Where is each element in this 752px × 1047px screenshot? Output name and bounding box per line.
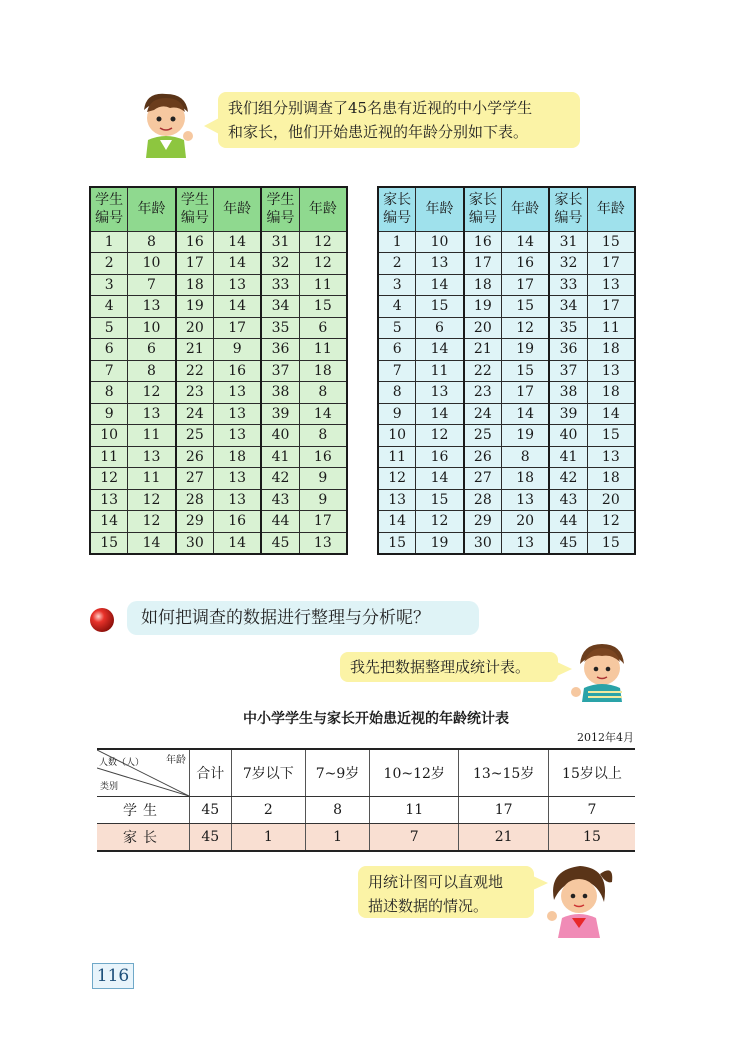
student-cell-id: 34: [261, 296, 299, 318]
student-cell-id: 8: [90, 382, 128, 404]
student-cell-id: 5: [90, 317, 128, 339]
student-table-row: [90, 511, 347, 533]
student-cell-id: 45: [261, 532, 299, 554]
intro-line-2: 和家长，他们开始患近视的年龄分别如下表。: [228, 123, 529, 141]
parent-cell-age: 15: [502, 296, 550, 318]
parent-header-id: 家长 编号: [549, 187, 587, 231]
parent-cell-id: 24: [464, 403, 502, 425]
student-cell-id: 1: [90, 231, 128, 253]
parent-cell-id: 40: [549, 425, 587, 447]
student-cell-age: 13: [214, 468, 262, 490]
stats-value-cell: 8: [306, 797, 370, 824]
parent-cell-age: 15: [502, 360, 550, 382]
parent-cell-id: 32: [549, 253, 587, 275]
stats-header-row: [97, 749, 635, 797]
parent-cell-id: 21: [464, 339, 502, 361]
stats-date: 2012年4月: [577, 731, 634, 744]
student-cell-age: 16: [214, 511, 262, 533]
student-cell-age: 9: [299, 489, 347, 511]
student-table-row: [90, 360, 347, 382]
parent-cell-id: 12: [378, 468, 416, 490]
student-table-row: [90, 253, 347, 275]
stats-column-header: 13~15岁: [459, 749, 548, 797]
parent-cell-id: 8: [378, 382, 416, 404]
parent-header-age: 年龄: [502, 187, 550, 231]
corner-header-cell: [97, 749, 190, 797]
parent-cell-age: 14: [416, 274, 464, 296]
student-cell-age: 6: [128, 339, 176, 361]
parent-cell-id: 38: [549, 382, 587, 404]
parent-cell-age: 13: [502, 532, 550, 554]
student-cell-age: 16: [299, 446, 347, 468]
stats-value-cell: 45: [190, 824, 232, 852]
student-table-header-row: [90, 187, 347, 231]
parent-cell-id: 11: [378, 446, 416, 468]
parent-cell-age: 13: [587, 360, 635, 382]
stats-row-label: 家长: [97, 824, 190, 852]
parent-cell-age: 15: [416, 489, 464, 511]
student-cell-age: 8: [299, 425, 347, 447]
parent-table-row: [378, 339, 635, 361]
student-cell-id: 23: [176, 382, 214, 404]
parent-cell-id: 34: [549, 296, 587, 318]
parent-cell-id: 30: [464, 532, 502, 554]
student-cell-age: 14: [214, 231, 262, 253]
parent-cell-age: 15: [416, 296, 464, 318]
student-cell-id: 42: [261, 468, 299, 490]
parent-cell-id: 27: [464, 468, 502, 490]
student-header-id: 学生 编号: [261, 187, 299, 231]
parent-cell-age: 18: [502, 468, 550, 490]
parent-cell-id: 1: [378, 231, 416, 253]
student-cell-age: 16: [214, 360, 262, 382]
parent-cell-id: 43: [549, 489, 587, 511]
parent-cell-id: 18: [464, 274, 502, 296]
parent-cell-id: 23: [464, 382, 502, 404]
student-cell-age: 13: [299, 532, 347, 554]
parent-header-id: 家长 编号: [378, 187, 416, 231]
student-cell-id: 33: [261, 274, 299, 296]
student-cell-age: 14: [128, 532, 176, 554]
parent-header-age: 年龄: [416, 187, 464, 231]
parent-cell-age: 18: [587, 382, 635, 404]
student-cell-id: 16: [176, 231, 214, 253]
parent-cell-age: 10: [416, 231, 464, 253]
parent-cell-age: 12: [416, 511, 464, 533]
stats-column-header: 15岁以上: [548, 749, 635, 797]
student-table-row: [90, 274, 347, 296]
student-cell-age: 7: [128, 274, 176, 296]
student-table-row: [90, 296, 347, 318]
student-cell-age: 18: [214, 446, 262, 468]
student-cell-age: 9: [299, 468, 347, 490]
parent-cell-age: 17: [587, 253, 635, 275]
student-cell-age: 11: [299, 339, 347, 361]
student-cell-age: 9: [214, 339, 262, 361]
student-cell-id: 14: [90, 511, 128, 533]
student-cell-id: 10: [90, 425, 128, 447]
student-cell-id: 4: [90, 296, 128, 318]
parent-table-row: [378, 511, 635, 533]
student-cell-id: 7: [90, 360, 128, 382]
parent-cell-age: 8: [502, 446, 550, 468]
parent-cell-age: 20: [502, 511, 550, 533]
parent-cell-id: 5: [378, 317, 416, 339]
parent-cell-age: 13: [416, 253, 464, 275]
parent-cell-id: 37: [549, 360, 587, 382]
student-cell-age: 13: [214, 425, 262, 447]
stats-value-cell: 17: [459, 797, 548, 824]
stats-value-cell: 7: [548, 797, 635, 824]
parent-cell-id: 16: [464, 231, 502, 253]
intro-speech-bubble: [218, 92, 580, 148]
student-cell-age: 10: [128, 253, 176, 275]
student-cell-age: 14: [299, 403, 347, 425]
parent-table-row: [378, 382, 635, 404]
stats-column-header: 10~12岁: [369, 749, 458, 797]
student-cell-id: 30: [176, 532, 214, 554]
student-header-age: 年龄: [128, 187, 176, 231]
student-cell-id: 38: [261, 382, 299, 404]
parent-table-row: [378, 425, 635, 447]
student-cell-age: 14: [214, 253, 262, 275]
student-cell-id: 32: [261, 253, 299, 275]
parent-cell-age: 12: [587, 511, 635, 533]
parent-cell-id: 10: [378, 425, 416, 447]
parent-cell-id: 9: [378, 403, 416, 425]
parent-cell-id: 19: [464, 296, 502, 318]
parent-cell-id: 14: [378, 511, 416, 533]
boy-thinking-illustration: [130, 88, 202, 158]
student-header-id: 学生 编号: [176, 187, 214, 231]
student-header-age: 年龄: [214, 187, 262, 231]
student-cell-age: 12: [128, 382, 176, 404]
parent-cell-age: 19: [416, 532, 464, 554]
parent-cell-age: 15: [587, 532, 635, 554]
parent-cell-id: 17: [464, 253, 502, 275]
parent-cell-age: 14: [416, 468, 464, 490]
student-table-row: [90, 403, 347, 425]
student-cell-id: 40: [261, 425, 299, 447]
parent-cell-id: 35: [549, 317, 587, 339]
girl-speech-bubble: [358, 866, 534, 918]
student-cell-age: 13: [128, 403, 176, 425]
question-text: 如何把调查的数据进行整理与分析呢？: [141, 608, 430, 628]
student-age-table: [89, 186, 348, 555]
student-cell-id: 35: [261, 317, 299, 339]
parent-cell-age: 12: [416, 425, 464, 447]
stats-column-header: 7~9岁: [306, 749, 370, 797]
student-cell-id: 36: [261, 339, 299, 361]
parent-cell-id: 6: [378, 339, 416, 361]
student-cell-id: 22: [176, 360, 214, 382]
student-cell-id: 44: [261, 511, 299, 533]
age-statistics-table: [97, 748, 635, 852]
student-cell-age: 13: [214, 382, 262, 404]
stats-value-cell: 15: [548, 824, 635, 852]
student-table-row: [90, 425, 347, 447]
student-table-row: [90, 231, 347, 253]
parent-table-row: [378, 253, 635, 275]
parent-cell-age: 19: [502, 339, 550, 361]
student-cell-id: 19: [176, 296, 214, 318]
parent-cell-id: 45: [549, 532, 587, 554]
parent-cell-age: 16: [416, 446, 464, 468]
parent-cell-id: 33: [549, 274, 587, 296]
girl-speech-line-2: 描述数据的情况。: [368, 897, 489, 915]
student-cell-age: 11: [128, 468, 176, 490]
boy-speech-bubble: [340, 652, 558, 682]
parent-header-age: 年龄: [587, 187, 635, 231]
parent-cell-age: 17: [587, 296, 635, 318]
student-cell-id: 28: [176, 489, 214, 511]
stats-value-cell: 1: [306, 824, 370, 852]
parent-cell-age: 14: [416, 339, 464, 361]
student-cell-age: 6: [299, 317, 347, 339]
student-cell-age: 13: [214, 274, 262, 296]
student-table-row: [90, 446, 347, 468]
student-cell-age: 8: [128, 360, 176, 382]
parent-cell-age: 14: [416, 403, 464, 425]
stats-value-cell: 1: [231, 824, 305, 852]
student-cell-age: 8: [299, 382, 347, 404]
parent-table-row: [378, 274, 635, 296]
question-bubble: [127, 601, 479, 635]
student-cell-id: 18: [176, 274, 214, 296]
parent-cell-age: 11: [587, 317, 635, 339]
parent-cell-age: 14: [502, 231, 550, 253]
parent-table-row: [378, 446, 635, 468]
student-cell-id: 20: [176, 317, 214, 339]
student-header-id: 学生 编号: [90, 187, 128, 231]
girl-illustration: [540, 860, 620, 938]
parent-cell-id: 13: [378, 489, 416, 511]
student-cell-age: 18: [299, 360, 347, 382]
student-cell-id: 39: [261, 403, 299, 425]
parent-cell-age: 15: [587, 231, 635, 253]
parent-cell-age: 19: [502, 425, 550, 447]
parent-cell-id: 36: [549, 339, 587, 361]
stats-column-header: 7岁以下: [231, 749, 305, 797]
student-cell-age: 12: [299, 253, 347, 275]
parent-cell-age: 14: [502, 403, 550, 425]
student-cell-id: 43: [261, 489, 299, 511]
parent-cell-age: 14: [587, 403, 635, 425]
parent-cell-id: 4: [378, 296, 416, 318]
stats-column-header: 合计: [190, 749, 232, 797]
student-cell-age: 15: [299, 296, 347, 318]
parent-table-header-row: [378, 187, 635, 231]
stats-value-cell: 7: [369, 824, 458, 852]
parent-table-row: [378, 489, 635, 511]
parent-cell-id: 25: [464, 425, 502, 447]
parent-cell-age: 6: [416, 317, 464, 339]
parent-table-row: [378, 532, 635, 554]
parent-cell-age: 13: [587, 274, 635, 296]
stats-value-cell: 11: [369, 797, 458, 824]
parent-cell-id: 26: [464, 446, 502, 468]
student-header-age: 年龄: [299, 187, 347, 231]
parent-cell-id: 44: [549, 511, 587, 533]
stats-value-cell: 2: [231, 797, 305, 824]
boy-speech-text: 我先把数据整理成统计表。: [350, 658, 531, 676]
parent-cell-age: 13: [502, 489, 550, 511]
student-cell-age: 13: [214, 489, 262, 511]
parent-cell-id: 2: [378, 253, 416, 275]
student-cell-id: 41: [261, 446, 299, 468]
stats-value-cell: 45: [190, 797, 232, 824]
student-cell-age: 13: [128, 296, 176, 318]
student-cell-id: 37: [261, 360, 299, 382]
student-cell-id: 21: [176, 339, 214, 361]
student-cell-age: 17: [214, 317, 262, 339]
parent-cell-id: 20: [464, 317, 502, 339]
student-cell-age: 8: [128, 231, 176, 253]
student-table-row: [90, 382, 347, 404]
parent-cell-age: 18: [587, 468, 635, 490]
student-cell-age: 12: [128, 489, 176, 511]
student-table-row: [90, 317, 347, 339]
parent-cell-age: 20: [587, 489, 635, 511]
student-cell-id: 26: [176, 446, 214, 468]
student-cell-id: 31: [261, 231, 299, 253]
corner-label-count: 人数（人）: [99, 758, 145, 768]
parent-table-row: [378, 317, 635, 339]
parent-cell-id: 31: [549, 231, 587, 253]
parent-cell-age: 13: [587, 446, 635, 468]
student-cell-age: 12: [128, 511, 176, 533]
page-number: 116: [92, 963, 134, 989]
stats-table-title: 中小学学生与家长开始患近视的年龄统计表: [243, 710, 509, 726]
student-cell-age: 14: [214, 296, 262, 318]
student-cell-id: 9: [90, 403, 128, 425]
parent-cell-age: 18: [587, 339, 635, 361]
parent-cell-id: 39: [549, 403, 587, 425]
parent-cell-age: 13: [416, 382, 464, 404]
student-cell-age: 11: [128, 425, 176, 447]
student-cell-id: 15: [90, 532, 128, 554]
parent-cell-age: 17: [502, 274, 550, 296]
parent-table-row: [378, 403, 635, 425]
student-table-row: [90, 468, 347, 490]
corner-label-category: 类别: [100, 782, 119, 792]
parent-cell-id: 3: [378, 274, 416, 296]
parent-table-row: [378, 360, 635, 382]
student-table-row: [90, 339, 347, 361]
stats-row-students: [97, 797, 635, 824]
student-cell-id: 13: [90, 489, 128, 511]
parent-cell-age: 11: [416, 360, 464, 382]
boy-pointing-illustration: [568, 640, 636, 702]
intro-line-1: 我们组分别调查了45名患有近视的中小学学生: [228, 99, 533, 117]
student-cell-age: 13: [128, 446, 176, 468]
student-cell-age: 13: [214, 403, 262, 425]
parent-cell-age: 16: [502, 253, 550, 275]
parent-header-id: 家长 编号: [464, 187, 502, 231]
student-cell-age: 11: [299, 274, 347, 296]
corner-label-age: 年龄: [166, 755, 186, 766]
student-cell-id: 17: [176, 253, 214, 275]
parent-cell-id: 22: [464, 360, 502, 382]
parent-cell-age: 17: [502, 382, 550, 404]
parent-cell-id: 7: [378, 360, 416, 382]
student-cell-id: 11: [90, 446, 128, 468]
student-cell-id: 6: [90, 339, 128, 361]
red-ball-bullet-icon: [87, 605, 117, 635]
parent-cell-age: 15: [587, 425, 635, 447]
parent-cell-id: 42: [549, 468, 587, 490]
girl-speech-line-1: 用统计图可以直观地: [368, 873, 504, 891]
student-cell-age: 12: [299, 231, 347, 253]
parent-cell-id: 28: [464, 489, 502, 511]
student-cell-age: 17: [299, 511, 347, 533]
student-cell-id: 12: [90, 468, 128, 490]
student-cell-id: 25: [176, 425, 214, 447]
student-table-row: [90, 532, 347, 554]
stats-row-parents: [97, 824, 635, 852]
parent-cell-id: 15: [378, 532, 416, 554]
parent-cell-age: 12: [502, 317, 550, 339]
student-cell-id: 3: [90, 274, 128, 296]
student-cell-id: 24: [176, 403, 214, 425]
student-cell-age: 14: [214, 532, 262, 554]
parent-table-row: [378, 296, 635, 318]
student-cell-id: 27: [176, 468, 214, 490]
parent-table-row: [378, 231, 635, 253]
student-cell-age: 10: [128, 317, 176, 339]
parent-cell-id: 29: [464, 511, 502, 533]
parent-table-row: [378, 468, 635, 490]
student-cell-id: 29: [176, 511, 214, 533]
student-cell-id: 2: [90, 253, 128, 275]
parent-age-table: [377, 186, 636, 555]
stats-value-cell: 21: [459, 824, 548, 852]
stats-row-label: 学生: [97, 797, 190, 824]
parent-cell-id: 41: [549, 446, 587, 468]
student-table-row: [90, 489, 347, 511]
